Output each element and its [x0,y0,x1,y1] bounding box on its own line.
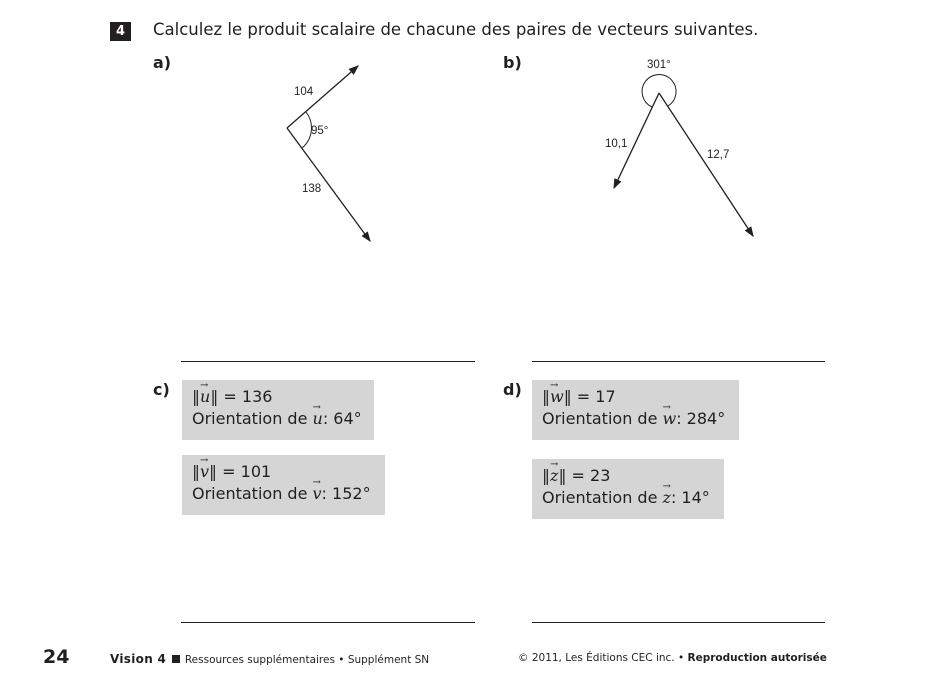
part-d-vector-w-box: ‖→ w‖ = 17 Orientation de → w: 284° [532,380,739,440]
part-b-label: b) [503,53,522,72]
vector-w-symbol: → w [550,386,564,408]
answer-line-d[interactable] [532,622,825,623]
answer-line-b[interactable] [532,361,825,362]
vector-v-symbol: → v [313,483,322,505]
answer-line-a[interactable] [181,361,475,362]
question-instruction: Calculez le produit scalaire de chacune des paires de vecteurs suivantes. [153,20,759,39]
brand-name: Vision 4 [110,652,167,666]
vector-v-symbol: → v [200,461,209,483]
orientation-label: Orientation de [542,409,663,428]
norm-z-value: = 23 [571,466,611,485]
orientation-label: Orientation de [542,488,663,507]
orientation-u-value: : 64° [322,409,362,428]
orientation-w-value: : 284° [676,409,726,428]
norm-w-value: = 17 [576,387,616,406]
orientation-label: Orientation de [192,484,313,503]
square-bullet-icon [172,655,180,663]
copyright-text: © 2011, Les Éditions CEC inc. • [518,652,685,664]
series-title: Ressources supplémentaires • Supplément SN [184,654,430,666]
vector-z-symbol: → z [550,465,558,487]
part-b-length-2: 12,7 [707,149,730,161]
vector-w-symbol: → w [663,408,677,430]
part-c-vector-u-box: ‖→ u‖ = 136 Orientation de → u: 64° [182,380,374,440]
part-a-length-2: 138 [302,183,322,195]
vector-u-symbol: → u [200,386,210,408]
vector-u-symbol: → u [313,408,323,430]
orientation-label: Orientation de [192,409,313,428]
answer-line-c[interactable] [181,622,475,623]
question-number-badge: 4 [110,22,131,41]
part-c-label: c) [153,380,170,399]
orientation-v-value: : 152° [321,484,371,503]
footer-copyright [518,652,827,664]
reproduction-notice: Reproduction autorisée [687,652,827,664]
norm-v-value: = 101 [222,462,272,481]
part-d-label: d) [503,380,522,399]
norm-u-value: = 136 [223,387,273,406]
part-a-length-1: 104 [294,86,314,98]
page-number: 24 [43,646,70,668]
part-b-angle: 301° [647,59,671,71]
footer-series [110,652,429,666]
part-a-angle: 95° [311,125,329,137]
part-a-vector-diagram [270,55,400,255]
part-b-vector-diagram [590,50,770,250]
part-b-length-1: 10,1 [605,138,628,150]
vector-z-symbol: → z [663,487,671,509]
part-a-label: a) [153,53,172,72]
part-d-vector-z-box: ‖→ z‖ = 23 Orientation de → z: 14° [532,459,724,519]
orientation-z-value: : 14° [670,488,710,507]
part-c-vector-v-box: ‖→ v‖ = 101 Orientation de → v: 152° [182,455,385,515]
